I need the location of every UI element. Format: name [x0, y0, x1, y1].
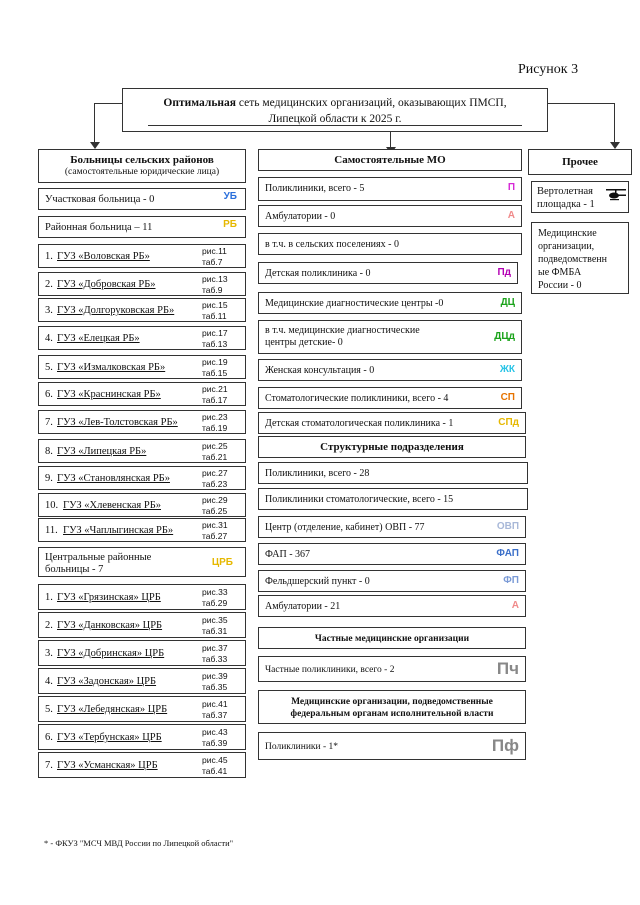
rb-item-ris: рис.13 [202, 274, 228, 284]
rb-item-num: 8. [45, 446, 53, 457]
crb-item-name: ГУЗ «Тербунская» ЦРБ [57, 732, 162, 743]
arrow-down-icon [610, 142, 620, 149]
heli-line2: площадка - 1 [537, 199, 595, 210]
connector [94, 103, 123, 104]
rb-item-tab: таб.21 [202, 452, 228, 462]
crb-item-ris: рис.45 [202, 755, 228, 765]
mo-item [258, 387, 522, 409]
crb-item-name: ГУЗ «Усманская» ЦРБ [57, 760, 158, 771]
crb-item-tab: таб.41 [202, 766, 228, 776]
rb-item-name: ГУЗ «Краснинская РБ» [57, 389, 161, 400]
struct-item-badge: ФАП [496, 548, 519, 559]
struct-item [258, 543, 526, 565]
rb-item-ris: рис.29 [202, 495, 228, 505]
rb-item [38, 244, 246, 268]
mo-item-badge: А [507, 210, 515, 221]
rb-item-num: 9. [45, 473, 53, 484]
ub-box [38, 188, 246, 210]
rb-item-ris: рис.15 [202, 300, 228, 310]
crb-line1: Центральные районные [45, 552, 152, 563]
mo-item-badge: СПд [498, 417, 519, 428]
connector [94, 103, 95, 145]
mo-item-label: Амбулатории - 0 [265, 211, 336, 222]
crb-item-name: ГУЗ «Добринская» ЦРБ [57, 648, 165, 659]
crb-item [38, 668, 246, 694]
crb-item-ris: рис.41 [202, 699, 228, 709]
connector [548, 103, 614, 104]
connector [614, 103, 615, 145]
fmba-line: подведомственн [538, 254, 607, 265]
fmba-line: России - 0 [538, 280, 582, 291]
rb-item-tab: таб.13 [202, 339, 228, 349]
rb-item-num: 6. [45, 389, 53, 400]
crb-item-num: 7. [45, 760, 53, 771]
mo-item-badge: П [507, 182, 515, 193]
rural-header-title: Больницы сельских районов [70, 154, 214, 166]
crb-item-name: ГУЗ «Задонская» ЦРБ [57, 676, 157, 687]
rb-label: Районная больница – 11 [45, 222, 153, 233]
rb-item-num: 5. [45, 362, 53, 373]
rb-item [38, 493, 246, 517]
fmba-lines [538, 227, 607, 292]
rb-item [38, 298, 246, 322]
rb-item-num: 11. [45, 525, 58, 536]
mo-item-badge: ДЦд [494, 331, 515, 342]
crb-item-name: ГУЗ «Грязинская» ЦРБ [57, 592, 161, 603]
struct-title: Структурные подразделения [320, 441, 464, 453]
crb-item-ris: рис.39 [202, 671, 228, 681]
fmba-box [531, 222, 629, 294]
rb-item-num: 3. [45, 305, 53, 316]
crb-item-name: ГУЗ «Лебедянская» ЦРБ [57, 704, 168, 715]
heli-line1: Вертолетная [537, 186, 593, 197]
struct-item [258, 570, 526, 592]
struct-item-label: Центр (отделение, кабинет) ОВП - 77 [265, 522, 425, 533]
crb-badge: ЦРБ [211, 557, 233, 568]
rb-item-num: 4. [45, 333, 53, 344]
mo-item-label: Детская стоматологическая поликлиника - 1 [265, 418, 454, 429]
ub-badge: УБ [223, 191, 237, 202]
crb-item-ris: рис.43 [202, 727, 228, 737]
helicopter-icon [605, 188, 627, 202]
rb-item-tab: таб.9 [202, 285, 223, 295]
crb-item [38, 696, 246, 722]
independent-mo-title: Самостоятельные МО [334, 154, 446, 166]
crb-item [38, 640, 246, 666]
title-line1 [123, 97, 547, 109]
rb-item-name: ГУЗ «Липецкая РБ» [57, 446, 147, 457]
rb-item-name: ГУЗ «Становлянская РБ» [57, 473, 170, 484]
rb-item-num: 1. [45, 251, 53, 262]
struct-item-badge: ФП [503, 575, 519, 586]
rb-item-tab: таб.11 [202, 311, 227, 321]
struct-item-label: Поликлиники, всего - 28 [265, 468, 370, 479]
ub-label: Участковая больница - 0 [45, 194, 155, 205]
private-item [258, 656, 526, 682]
rb-item-num: 10. [45, 500, 59, 511]
crb-box [38, 547, 246, 577]
rb-item-ris: рис.11 [202, 246, 227, 256]
federal-header [258, 690, 526, 724]
arrow-down-icon [90, 142, 100, 149]
mo-item-label: Стоматологические поликлиники, всего - 4 [265, 393, 449, 404]
rb-item-tab: таб.23 [202, 479, 228, 489]
federal-title-2: федеральным органам исполнительной власти [290, 709, 494, 719]
rb-item [38, 439, 246, 463]
mo-item-badge: ЖК [499, 364, 515, 375]
crb-item-num: 6. [45, 732, 53, 743]
mo-item-badge: СП [500, 392, 515, 403]
federal-item-badge: Пф [491, 736, 519, 755]
rb-item-name: ГУЗ «Добровская РБ» [57, 279, 156, 290]
crb-item-num: 1. [45, 592, 53, 603]
private-item-label: Частные поликлиники, всего - 2 [265, 665, 395, 675]
rural-hospitals-header [38, 149, 246, 183]
mo-item-label: Медицинские диагностические центры -0 [265, 298, 444, 309]
crb-item-ris: рис.35 [202, 615, 228, 625]
mo-item-label: Женская консультация - 0 [265, 365, 375, 376]
footnote: * - ФКУЗ "МСЧ МВД России по Липецкой области" [44, 838, 234, 848]
mo-item [258, 177, 522, 201]
independent-mo-header [258, 149, 522, 171]
crb-item [38, 584, 246, 610]
crb-item-tab: таб.29 [202, 598, 228, 608]
rb-item-name: ГУЗ «Воловская РБ» [57, 251, 150, 262]
rb-item [38, 410, 246, 434]
struct-item [258, 516, 526, 538]
other-title: Прочее [562, 156, 598, 168]
rb-item-name: ГУЗ «Елецкая РБ» [57, 333, 140, 344]
rb-item [38, 382, 246, 406]
mo-item [258, 412, 526, 434]
crb-item [38, 724, 246, 750]
mo-item [258, 205, 522, 227]
crb-item-ris: рис.33 [202, 587, 228, 597]
federal-title-1: Медицинские организации, подведомственные [291, 697, 493, 707]
crb-item-tab: таб.31 [202, 626, 228, 636]
mo-item [258, 320, 522, 354]
mo-item [258, 292, 522, 314]
fmba-line: организации, [538, 241, 595, 252]
mo-item-badge: ДЦ [500, 297, 515, 308]
title-box [122, 88, 548, 132]
rb-item-name: ГУЗ «Долгоруковская РБ» [57, 305, 175, 316]
rb-item-tab: таб.27 [202, 531, 228, 541]
fmba-line: Медицинские [538, 228, 597, 239]
rb-item-ris: рис.17 [202, 328, 228, 338]
title-line2: Липецкой области к 2025 г. [148, 113, 521, 126]
rb-item-name: ГУЗ «Чаплыгинская РБ» [63, 525, 174, 536]
struct-item-label: Поликлиники стоматологические, всего - 15 [265, 494, 454, 505]
rural-header-sub: (самостоятельные юридические лица) [64, 167, 220, 177]
struct-item-badge: А [511, 600, 519, 611]
crb-item-tab: таб.39 [202, 738, 228, 748]
rb-item [38, 272, 246, 296]
rb-item-tab: таб.19 [202, 423, 228, 433]
struct-item-label: ФАП - 367 [265, 549, 311, 560]
rb-item-num: 2. [45, 279, 53, 290]
rb-item-tab: таб.7 [202, 257, 223, 267]
crb-item-tab: таб.37 [202, 710, 228, 720]
struct-item [258, 595, 526, 617]
crb-line2: больницы - 7 [45, 564, 104, 575]
rb-item-ris: рис.19 [202, 357, 228, 367]
rb-item-name: ГУЗ «Измалковская РБ» [57, 362, 166, 373]
rb-item [38, 326, 246, 350]
crb-item-tab: таб.35 [202, 682, 228, 692]
rb-item-name: ГУЗ «Хлевенская РБ» [63, 500, 161, 511]
crb-item-num: 2. [45, 620, 53, 631]
crb-item-num: 5. [45, 704, 53, 715]
struct-item-badge: ОВП [496, 521, 519, 532]
rb-item-tab: таб.15 [202, 368, 228, 378]
other-header [528, 149, 632, 175]
rb-item-tab: таб.25 [202, 506, 228, 516]
struct-item-label: Амбулатории - 21 [265, 601, 341, 612]
fmba-line: ые ФМБА [538, 267, 582, 278]
crb-item-num: 4. [45, 676, 53, 687]
rb-box [38, 216, 246, 238]
rb-item-ris: рис.25 [202, 441, 228, 451]
mo-item-label: Поликлиники, всего - 5 [265, 183, 365, 194]
crb-item-num: 3. [45, 648, 53, 659]
title-bold: Оптимальная [163, 97, 237, 109]
crb-item [38, 612, 246, 638]
crb-item-ris: рис.37 [202, 643, 228, 653]
struct-header [258, 436, 526, 458]
mo-item-label: Детская поликлиника - 0 [265, 268, 371, 279]
heli-box [531, 181, 629, 213]
struct-item-label: Фельдшерский пункт - 0 [265, 576, 370, 587]
private-title: Частные медицинские организации [314, 634, 470, 644]
rb-item [38, 355, 246, 379]
federal-item-label: Поликлиники - 1* [265, 742, 339, 752]
rb-item [38, 466, 246, 490]
rb-item-ris: рис.21 [202, 384, 228, 394]
mo-item-label: в т.ч. в сельских поселениях - 0 [265, 239, 399, 250]
rb-item-ris: рис.31 [202, 520, 228, 530]
figure-label: Рисунок 3 [518, 62, 579, 77]
crb-item-tab: таб.33 [202, 654, 228, 664]
rb-item-ris: рис.23 [202, 412, 228, 422]
rb-item [38, 518, 246, 542]
rb-badge: РБ [223, 219, 237, 230]
private-header [258, 627, 526, 649]
rb-item-tab: таб.17 [202, 395, 228, 405]
mo-item [258, 233, 522, 255]
federal-item [258, 732, 526, 760]
rb-item-num: 7. [45, 417, 53, 428]
rb-item-name: ГУЗ «Лев-Толстовская РБ» [57, 417, 178, 428]
title-rest: сеть медицинских организаций, оказывающих ПМСП, [236, 97, 507, 109]
mo-item [258, 262, 518, 284]
mo-item-badge: Пд [497, 267, 511, 278]
crb-item-name: ГУЗ «Данковская» ЦРБ [57, 620, 163, 631]
mo-item [258, 359, 522, 381]
private-item-badge: Пч [496, 659, 519, 678]
crb-item [38, 752, 246, 778]
struct-item [258, 488, 528, 510]
mo-item-label: в т.ч. медицинские диагностические центры детские- 0 [265, 325, 420, 348]
struct-item [258, 462, 528, 484]
rb-item-ris: рис.27 [202, 468, 228, 478]
